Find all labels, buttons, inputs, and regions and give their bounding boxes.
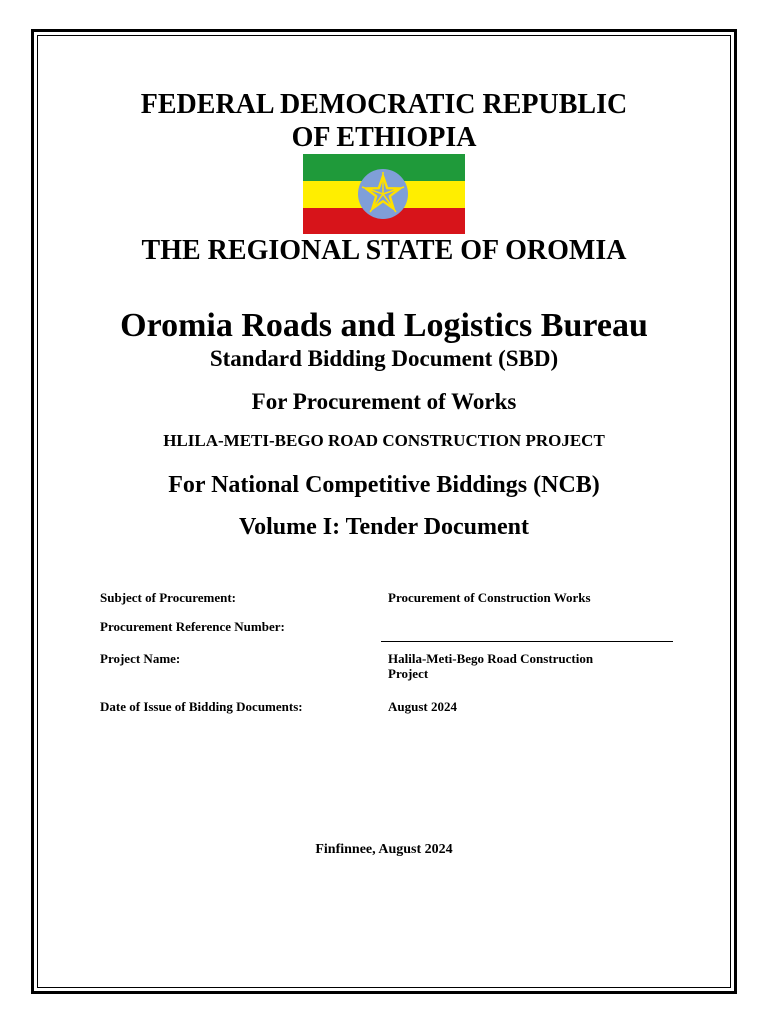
subject-value: Procurement of Construction Works [388,590,591,605]
ethiopia-flag-icon [303,154,465,234]
document-type: Standard Bidding Document (SBD) [209,346,559,371]
project-heading: HLILA-METI-BEGO ROAD CONSTRUCTION PROJECT [163,431,605,450]
project-name-line2: Project [388,666,429,681]
issue-date-label: Date of Issue of Bidding Documents: [100,699,303,714]
bidding-method: For National Competitive Biddings (NCB) [168,472,600,498]
bureau-title: Oromia Roads and Logistics Bureau [120,307,648,344]
reference-blank-line [381,641,673,642]
project-name-line1: Halila-Meti-Bego Road Construction [388,651,594,666]
volume-title: Volume I: Tender Document [238,514,530,540]
country-heading-line1: FEDERAL DEMOCRATIC REPUBLIC [140,89,628,120]
country-heading-line2: OF ETHIOPIA [291,122,477,153]
place-and-date: Finfinnee, August 2024 [315,842,453,857]
country-heading [40,88,728,154]
region-heading: THE REGIONAL STATE OF OROMIA [141,235,627,266]
project-name-value [388,651,668,681]
procurement-purpose: For Procurement of Works [251,389,517,414]
issue-date-value: August 2024 [388,699,457,714]
project-name-label: Project Name: [100,651,181,666]
reference-label: Procurement Reference Number: [100,619,285,634]
subject-label: Subject of Procurement: [100,590,236,605]
